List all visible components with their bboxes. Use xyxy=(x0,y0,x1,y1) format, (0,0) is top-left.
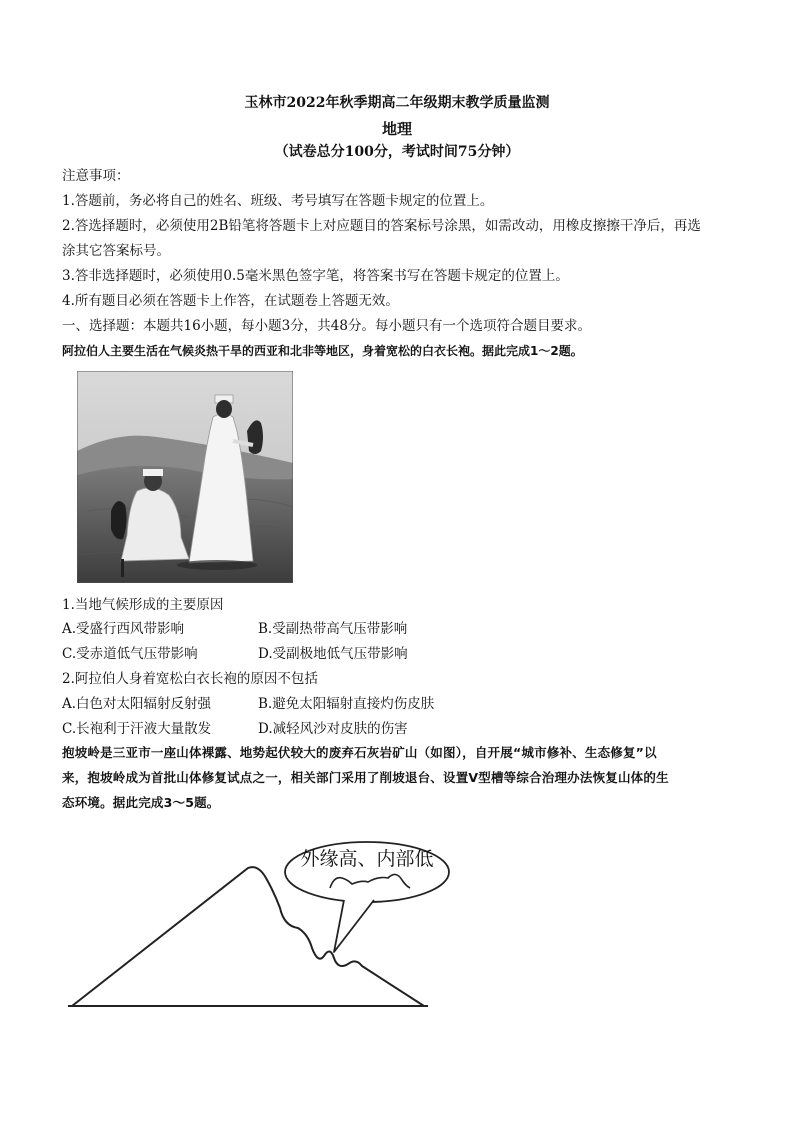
exam-title: 玉林市2022年秋季期高二年级期末教学质量监测 xyxy=(244,95,550,111)
question-2-option-c: C.长袍利于汗液大量散发 xyxy=(62,721,212,737)
passage-2-line-2: 来，抱坡岭成为首批山体修复试点之一，相关部门采用了削坡退台、设置V型槽等综合治理办法恢复山体的生 xyxy=(62,770,669,785)
question-2-option-b: B.避免太阳辐射直接灼伤皮肤 xyxy=(258,696,435,712)
note-item-2-line-2: 涂其它答案标号。 xyxy=(62,243,170,259)
passage-2 xyxy=(62,740,730,815)
question-2-option-d: D.减轻风沙对皮肤的伤害 xyxy=(258,721,408,737)
exam-info: （试卷总分100分，考试时间75分钟） xyxy=(274,144,520,160)
passage-2-line-1: 抱坡岭是三亚市一座山体裸露、地势起伏较大的废弃石灰岩矿山（如图），自开展“城市修补、生态修复”以 xyxy=(62,745,657,760)
passage-2-line-3: 态环境。据此完成3～5题。 xyxy=(62,795,220,810)
question-1-option-b: B.受副热带高气压带影响 xyxy=(258,621,408,637)
notes-heading: 注意事项： xyxy=(62,168,130,184)
section-1-heading: 一、选择题：本题共16小题，每小题3分，共48分。每小题只有一个选项符合题目要求。 xyxy=(62,318,591,334)
note-item-2-line-1: 2.答选择题时，必须使用2B铅笔将答题卡上对应题目的答案标号涂黑，如需改动，用橡皮擦擦干净后，再选 xyxy=(62,218,701,234)
arab-men-desert-photo xyxy=(77,371,293,583)
question-1-option-d: D.受副极地低气压带影响 xyxy=(258,646,408,662)
question-1-option-a: A.受盛行西风带影响 xyxy=(62,621,185,637)
note-item-1: 1.答题前，务必将自己的姓名、班级、考号填写在答题卡规定的位置上。 xyxy=(62,193,494,209)
subject-title: 地理 xyxy=(381,120,412,138)
mountain-profile-diagram xyxy=(62,830,462,1015)
bubble-label: 外缘高、内部低 xyxy=(300,848,434,870)
question-2-stem: 2.阿拉伯人身着宽松白衣长袍的原因不包括 xyxy=(62,671,318,687)
question-2-option-a: A.白色对太阳辐射反射强 xyxy=(62,696,212,712)
section-1-intro: 阿拉伯人主要生活在气候炎热干旱的西亚和北非等地区，身着宽松的白衣长袍。据此完成1～2题。 xyxy=(62,344,583,358)
note-item-4: 4.所有题目必须在答题卡上作答，在试题卷上答题无效。 xyxy=(62,293,399,309)
question-1-option-c: C.受赤道低气压带影响 xyxy=(62,646,198,662)
note-item-3: 3.答非选择题时，必须使用0.5毫米黑色签字笔，将答案书写在答题卡规定的位置上。 xyxy=(62,268,569,284)
question-1-stem: 1.当地气候形成的主要原因 xyxy=(62,597,224,613)
